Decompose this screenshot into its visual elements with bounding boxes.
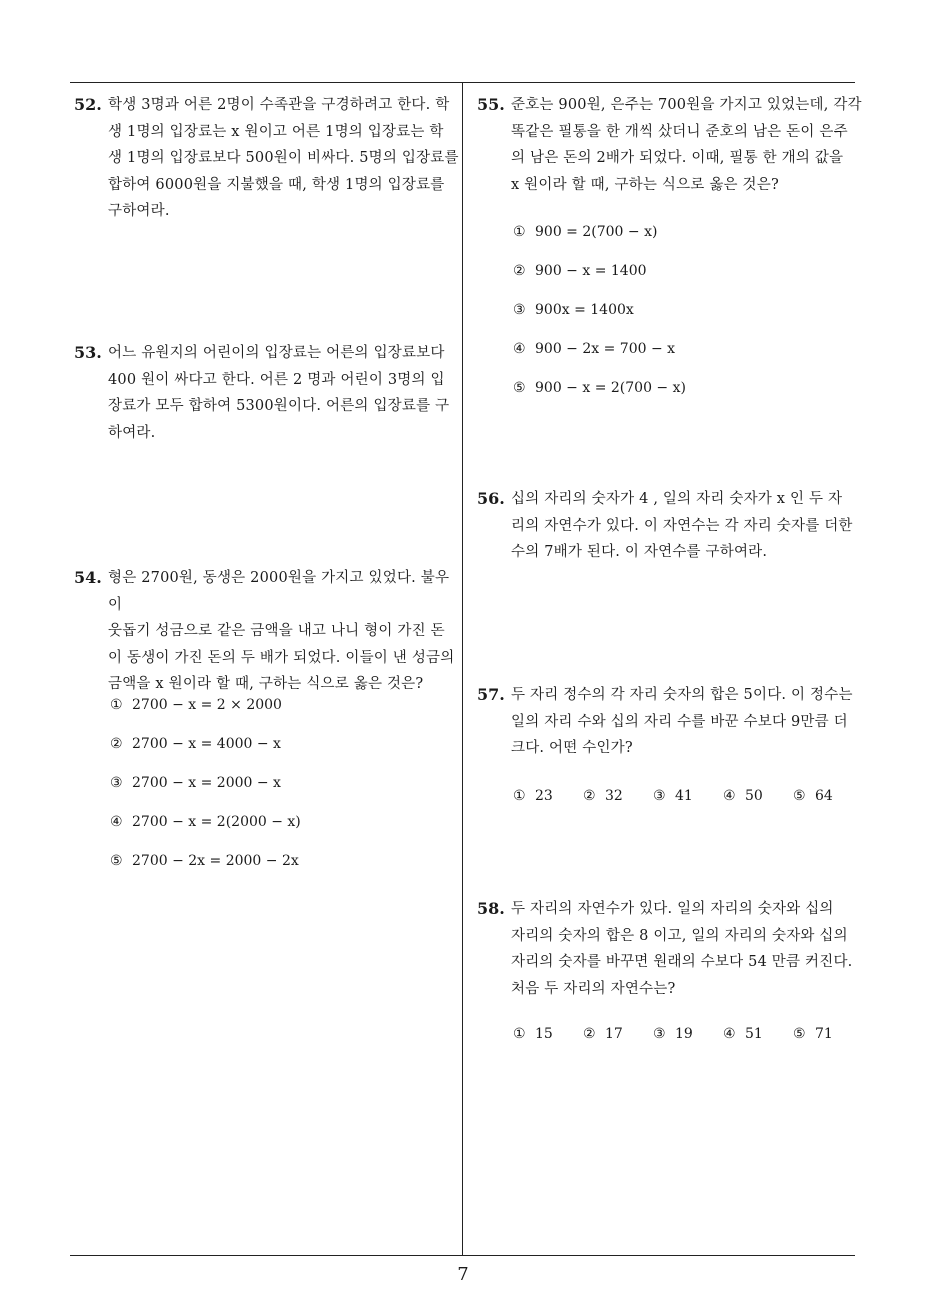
choice-4[interactable]: ④ 2700 − x = 2(2000 − x) xyxy=(110,814,301,830)
choice-4[interactable]: ④ 51 xyxy=(723,1026,763,1042)
problem-number: 56. xyxy=(477,489,505,508)
page-number: 7 xyxy=(457,1264,469,1285)
problem-text: 두 자리의 자연수가 있다. 일의 자리의 숫자와 십의 자리의 숫자의 합은 8 이고, 일의 자리의 숫자와 십의 자리의 숫자를 바꾸면 원래의 수보다 54 만큼 커진다. 처음 두 자리의 자연수는? xyxy=(511,901,853,997)
choice-3[interactable]: ③ 41 xyxy=(653,788,693,804)
problem-number: 52. xyxy=(74,95,102,114)
problem-text: 준호는 900원, 은주는 700원을 가지고 있었는데, 각각 똑같은 필통을 한 개씩 샀더니 준호의 남은 돈이 은주 의 남은 돈의 2배가 되었다. 이때, 필통 한 개의 값을 x 원이라 할 때, 구하는 식으로 옳은 것은? xyxy=(511,97,862,193)
choice-3[interactable]: ③ 2700 − x = 2000 − x xyxy=(110,775,281,791)
choice-2[interactable]: ② 2700 − x = 4000 − x xyxy=(110,736,281,752)
choice-5[interactable]: ⑤ 71 xyxy=(793,1026,833,1042)
problem-55 xyxy=(477,92,862,198)
choice-4[interactable]: ④ 900 − 2x = 700 − x xyxy=(513,341,676,357)
problem-text: 형은 2700원, 동생은 2000원을 가지고 있었다. 불우이 웃돕기 성금으로 같은 금액을 내고 나니 형이 가진 돈 이 동생이 가진 돈의 두 배가 되었다. 이들이 낸 성금의 금액을 x 원이라 할 때, 구하는 식으로 옳은 것은? xyxy=(108,570,455,692)
problem-number: 55. xyxy=(477,95,505,114)
problem-54 xyxy=(74,565,459,698)
choice-1[interactable]: ① 900 = 2(700 − x) xyxy=(513,224,658,240)
choice-5[interactable]: ⑤ 900 − x = 2(700 − x) xyxy=(513,380,686,396)
choice-3[interactable]: ③ 19 xyxy=(653,1026,693,1042)
problem-54-choices xyxy=(110,695,301,890)
column-divider xyxy=(462,82,463,1256)
choice-1[interactable]: ① 2700 − x = 2 × 2000 xyxy=(110,697,282,713)
choice-2[interactable]: ② 900 − x = 1400 xyxy=(513,263,647,279)
choice-3[interactable]: ③ 900x = 1400x xyxy=(513,302,634,318)
choice-1[interactable]: ① 23 xyxy=(513,788,553,804)
problem-55-choices xyxy=(513,222,686,417)
problem-57 xyxy=(477,682,862,762)
choice-2[interactable]: ② 17 xyxy=(583,1026,623,1042)
problem-text: 십의 자리의 숫자가 4 , 일의 자리 숫자가 x 인 두 자 리의 자연수가 있다. 이 자연수는 각 자리 숫자를 더한 수의 7배가 된다. 이 자연수를 구하여라. xyxy=(511,491,853,560)
bottom-rule xyxy=(70,1255,855,1256)
problem-57-choices xyxy=(513,788,863,804)
choice-5[interactable]: ⑤ 2700 − 2x = 2000 − 2x xyxy=(110,853,299,869)
problem-text: 두 자리 정수의 각 자리 숫자의 합은 5이다. 이 정수는 일의 자리 수와 십의 자리 수를 바꾼 수보다 9만큼 더 크다. 어떤 수인가? xyxy=(511,687,853,756)
problem-text: 어느 유원지의 어린이의 입장료는 어른의 입장료보다 400 원이 싸다고 한다. 어른 2 명과 어린이 3명의 입 장료가 모두 합하여 5300원이다. 어른의 입장료를 구 하여라. xyxy=(108,345,450,441)
problem-58-choices xyxy=(513,1026,863,1042)
problem-number: 58. xyxy=(477,899,505,918)
problem-text: 학생 3명과 어른 2명이 수족관을 구경하려고 한다. 학 생 1명의 입장료는 x 원이고 어른 1명의 입장료는 학 생 1명의 입장료보다 500원이 비싸다. 5명의 입장료를 합하여 6000원을 지불했을 때, 학생 1명의 입장료를 구하여라. xyxy=(108,97,459,219)
problem-number: 53. xyxy=(74,343,102,362)
choice-5[interactable]: ⑤ 64 xyxy=(793,788,833,804)
problem-56 xyxy=(477,486,862,566)
choice-4[interactable]: ④ 50 xyxy=(723,788,763,804)
problem-52 xyxy=(74,92,459,225)
choice-2[interactable]: ② 32 xyxy=(583,788,623,804)
problem-53 xyxy=(74,340,459,446)
choice-1[interactable]: ① 15 xyxy=(513,1026,553,1042)
problem-number: 57. xyxy=(477,685,505,704)
problem-number: 54. xyxy=(74,568,102,587)
problem-58 xyxy=(477,896,862,1002)
